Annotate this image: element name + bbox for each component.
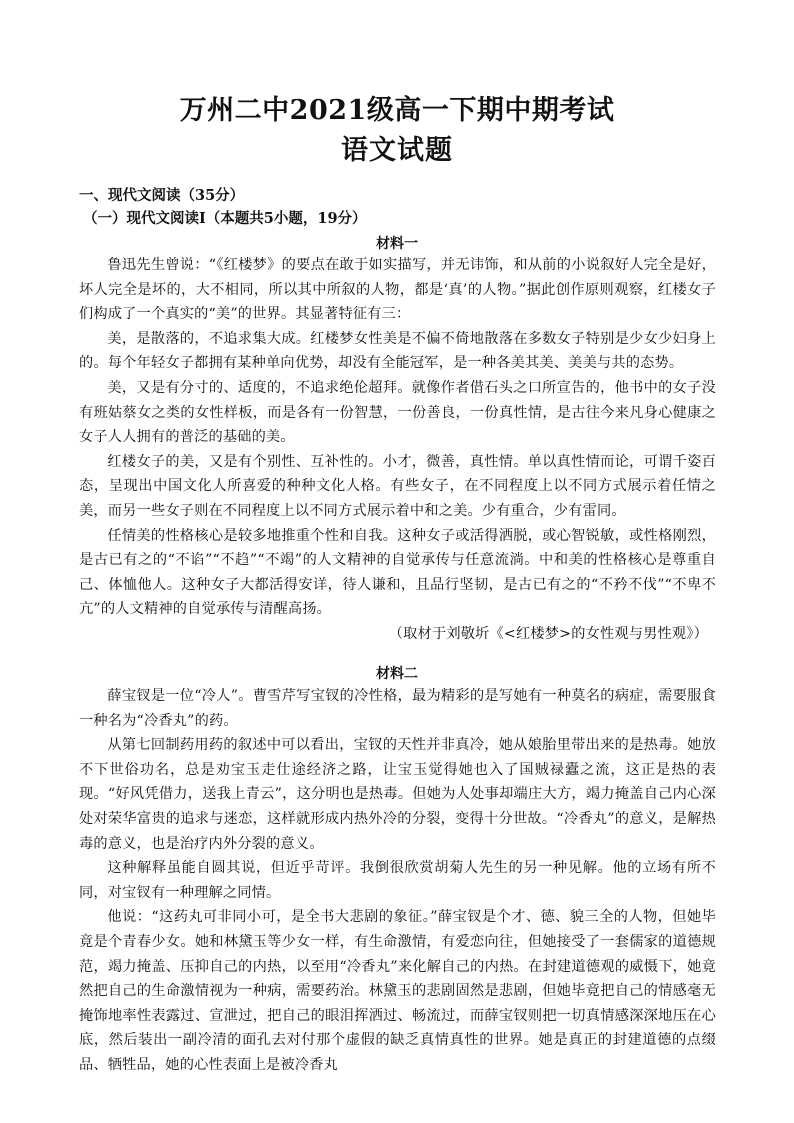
exam-subtitle: 语文试题 [341,135,453,166]
section-heading: 一、现代文阅读（35分） [79,187,245,204]
material-two-heading: 材料二 [376,666,418,682]
paragraph: 他说：“这药丸可非同小可，是全书大悲剧的象征。”薛宝钗是个才、德、貌三全的人物，但她毕竟是个青春少女。她和林黛玉等少女一样，有生命激情，有爱恋向往，但她接受了一套儒家的道德规范，竭力掩盖、压抑自己的内热，以至用“冷香丸”来化解自己的内热。在封建道德观的威慑下，她竟然把自己的生命激情视为一种病，需要药治。林黛玉的悲剧固然是悲剧，但她毕竟把自己的情感毫无掩饰地率性表露过、宣泄过，把自己的眼泪挥洒过、畅流过，而薛宝钗则把一切真情感深深地压在心底，然后装出一副冷清的面孔去对付那个虚假的缺乏真情真性的世界。她是真正的封建道德的点缀品、牺牲品，她的心性表面上是被冷香丸 [79,909,716,1073]
paragraph: 美，是散落的，不追求集大成。红楼梦女性美是不偏不倚地散落在多数女子特别是少女少妇身上的。每个年轻女子都拥有某种单向优势，却没有全能冠军，是一种各美其美、美美与共的态势。 [79,330,716,372]
paragraph: 这种解释虽能自圆其说，但近乎苛评。我倒很欣赏胡菊人先生的另一种见解。他的立场有所不同，对宝钗有一种理解之同情。 [79,860,716,901]
exam-title: 万州二中2021级高一下期中期考试 [179,95,615,126]
paragraph: 鲁迅先生曾说：“《红楼梦》的要点在敢于如实描写，并无讳饰，和从前的小说叙好人完全是好，坏人完全是坏的，大不相同，所以其中所叙的人物，都是‘真’的人物。”据此创作原则观察，红楼女子们构成了一个真实的“美”的世界。其显著特征有三： [79,257,716,323]
paragraph: 任情美的性格核心是较多地推重个性和自我。这种女子或活得洒脱，或心智锐敏，或性格刚烈，是古已有之的“不谄”“不趋”“不竭”的人文精神的自觉承传与任意流淌。中和美的性格核心是尊重自己、体恤他人。这种女子大都活得安详，待人谦和，且品行坚韧，是古已有之的“不矜不伐”“不卑不亢”的人文精神的自觉承传与清醒高扬。 [79,527,716,618]
source-citation: （取材于刘敬圻《<红楼梦>的女性观与男性观》） [388,625,708,642]
material-one-body [79,253,716,647]
paragraph: 美，又是有分寸的、适度的，不追求绝伦超拜。就像作者借石头之口所宣告的，他书中的女子没有班姑蔡女之类的女性样板，而是各有一份智慧，一份善良，一份真性情，是古往今来凡身心健康之女子人人拥有的普泛的基础的美。 [79,379,716,446]
paragraph: 薛宝钗是一位“冷人”。曹雪芹写宝钗的冷性格，最为精彩的是写她有一种莫名的病症，需要服食一种名为“冷香丸”的药。 [79,688,716,729]
paragraph: 从第七回制药用药的叙述中可以看出，宝钗的天性并非真冷，她从娘胎里带出来的是热毒。她放不下世俗功名，总是劝宝玉走仕途经济之路，让宝玉觉得她也入了国贼禄蠹之流，这正是热的表现。“好风凭借力，送我上青云”，这分明也是热毒。但她为人处事却端庄大方，竭力掩盖自己内心深处对荣华富贵的追求与迷恋，这样就形成内热外冷的分裂，变得十分世故。“冷香丸”的意义，是解热毒的意义，也是治疗内外分裂的意义。 [79,737,716,852]
material-one-heading: 材料一 [376,236,418,252]
subsection-heading: （一）现代文阅读Ⅰ（本题共5小题，19分） [83,210,367,227]
paragraph: 红楼女子的美，又是有个别性、互补性的。小才，微善，真性情。单以真性情而论，可谓千姿百态，呈现出中国文化人所喜爱的种种文化人格。有些女子，在不同程度上以不同方式展示着任情之美，而另一些女子则在不同程度上以不同方式展示着中和之美。少有重合，少有雷同。 [79,453,716,519]
material-two-body [79,684,716,1078]
